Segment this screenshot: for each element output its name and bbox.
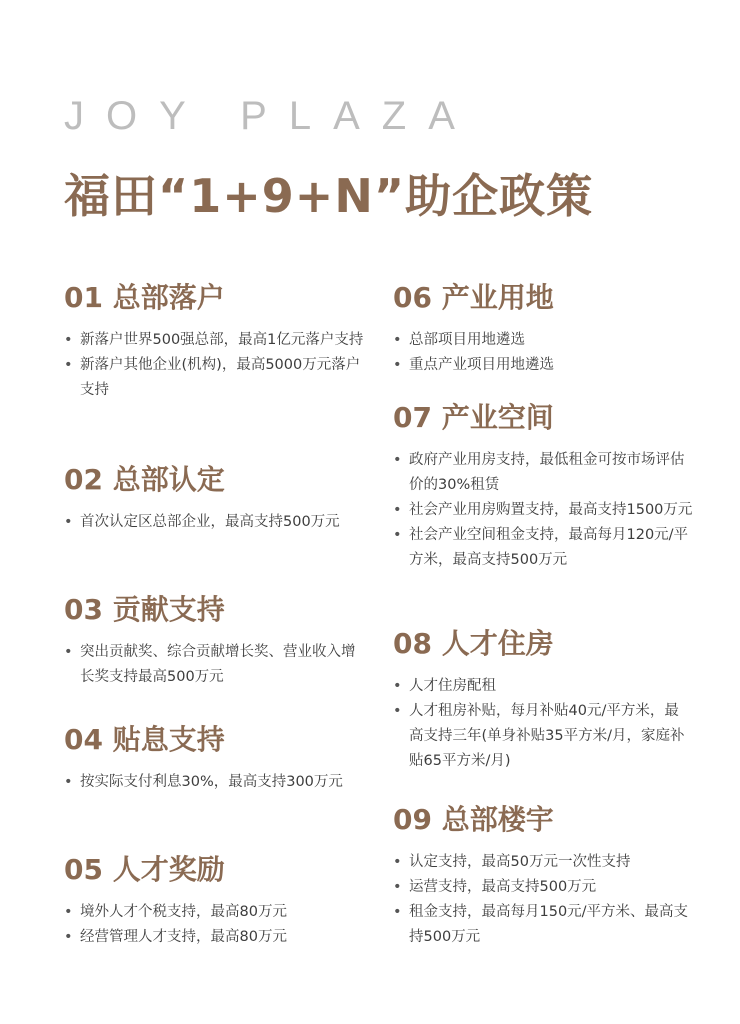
section-item-list (393, 328, 693, 378)
list-item: • 社会产业空间租金支持，最高每月120元/平方米，最高支持500万元 (393, 523, 693, 573)
section-heading: 09 总部楼宇 (393, 803, 554, 836)
section-item-list (64, 900, 364, 950)
section-heading: 02 总部认定 (64, 463, 225, 496)
list-item: • 人才住房配租 (393, 674, 693, 699)
list-item: • 经营管理人才支持，最高80万元 (64, 925, 364, 950)
section-03 (64, 592, 364, 690)
section-item-list (64, 640, 364, 690)
section-09 (393, 802, 693, 950)
section-heading: 01 总部落户 (64, 281, 225, 314)
section-heading: 04 贴息支持 (64, 723, 225, 756)
list-item: • 运营支持，最高支持500万元 (393, 875, 693, 900)
page-title: 福田“1+9+N”助企政策 (64, 169, 594, 223)
list-item: • 新落户世界500强总部，最高1亿元落户支持 (64, 328, 364, 353)
list-item: • 首次认定区总部企业，最高支持500万元 (64, 510, 364, 535)
list-item: • 政府产业用房支持，最低租金可按市场评估价的30%租赁 (393, 448, 693, 498)
section-heading: 05 人才奖励 (64, 853, 225, 886)
section-01 (64, 280, 364, 403)
section-07 (393, 400, 693, 573)
list-item: • 人才租房补贴，每月补贴40元/平方米，最高支持三年(单身补贴35平方米/月，家庭补贴65平方米/月) (393, 699, 693, 774)
section-04 (64, 722, 364, 795)
section-item-list (393, 674, 693, 774)
list-item: • 租金支持，最高每月150元/平方米、最高支持500万元 (393, 900, 693, 950)
brand-logo-text: JOY PLAZA (64, 94, 477, 138)
list-item: • 社会产业用房购置支持，最高支持1500万元 (393, 498, 693, 523)
section-item-list (64, 510, 364, 535)
list-item: • 总部项目用地遴选 (393, 328, 693, 353)
section-heading: 07 产业空间 (393, 401, 554, 434)
section-item-list (64, 770, 364, 795)
section-item-list (393, 850, 693, 950)
section-heading: 06 产业用地 (393, 281, 554, 314)
section-08 (393, 626, 693, 774)
list-item: • 重点产业项目用地遴选 (393, 353, 693, 378)
section-heading: 08 人才住房 (393, 627, 554, 660)
section-05 (64, 852, 364, 950)
list-item: • 境外人才个税支持，最高80万元 (64, 900, 364, 925)
list-item: • 新落户其他企业(机构)，最高5000万元落户支持 (64, 353, 364, 403)
list-item: • 认定支持，最高50万元一次性支持 (393, 850, 693, 875)
section-item-list (64, 328, 364, 403)
section-item-list (393, 448, 693, 573)
section-06 (393, 280, 693, 378)
section-heading: 03 贡献支持 (64, 593, 225, 626)
section-02 (64, 462, 364, 535)
list-item: • 按实际支付利息30%，最高支持300万元 (64, 770, 364, 795)
list-item: • 突出贡献奖、综合贡献增长奖、营业收入增长奖支持最高500万元 (64, 640, 364, 690)
